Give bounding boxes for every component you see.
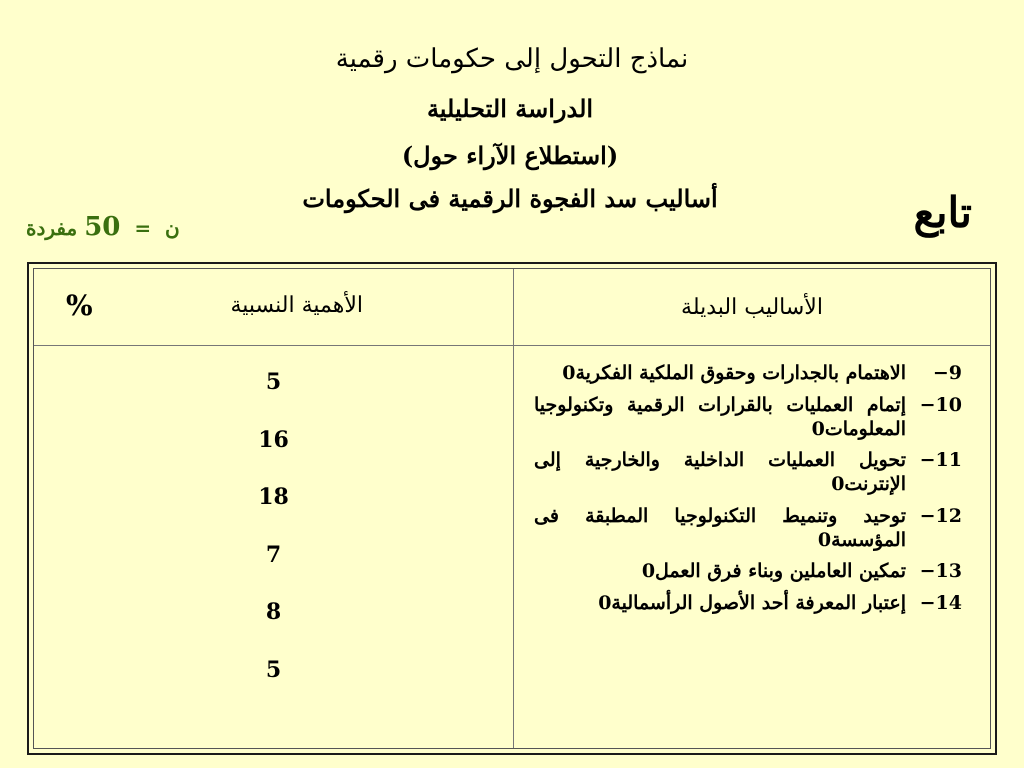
continued-label: تابع bbox=[913, 188, 972, 237]
sample-value: 50 bbox=[84, 212, 121, 242]
list-item bbox=[534, 592, 962, 616]
item-text: تمكين العاملين وبناء فرق العمل0 bbox=[641, 560, 906, 583]
item-text: تحويل العمليات الداخلية والخارجية إلى الإنترنت0 bbox=[534, 449, 906, 495]
importance-values bbox=[34, 369, 513, 714]
sample-equals: = bbox=[134, 216, 152, 240]
importance-value: 8 bbox=[265, 599, 282, 625]
subtitle-topic: أساليب سد الفجوة الرقمية فى الحكومات bbox=[302, 184, 718, 213]
item-number: 9− bbox=[932, 362, 962, 384]
item-text: إعتبار المعرفة أحد الأصول الرأسمالية0 bbox=[598, 592, 906, 614]
item-number: 13− bbox=[919, 560, 962, 583]
header-importance-cell bbox=[34, 269, 513, 345]
methods-list bbox=[534, 362, 962, 624]
item-text: إتمام العمليات بالقرارات الرقمية وتكنولوجيا المعلومات0 bbox=[534, 393, 906, 440]
list-item bbox=[534, 362, 962, 386]
importance-value: 7 bbox=[265, 541, 282, 568]
item-text: الاهتمام بالجدارات وحقوق الملكية الفكرية0 bbox=[562, 362, 906, 384]
methods-table bbox=[27, 262, 997, 755]
sample-size bbox=[26, 212, 216, 242]
importance-value: 5 bbox=[265, 369, 282, 395]
subtitle-analytical-study: الدراسة التحليلية bbox=[426, 94, 594, 123]
item-number: 10− bbox=[919, 393, 962, 416]
header-divider bbox=[34, 345, 990, 346]
methods-table-inner bbox=[33, 268, 991, 749]
list-item bbox=[534, 560, 962, 584]
importance-value: 5 bbox=[265, 656, 282, 683]
sample-label: ن bbox=[165, 216, 180, 240]
importance-value: 16 bbox=[258, 426, 289, 453]
header-percent: % bbox=[66, 289, 93, 322]
item-number: 14− bbox=[919, 592, 962, 614]
subtitle-survey: (استطلاع الآراء حول) bbox=[401, 141, 619, 170]
page-title: نماذج التحول إلى حكومات رقمية bbox=[335, 44, 689, 74]
list-item bbox=[534, 394, 962, 442]
importance-value: 18 bbox=[258, 484, 289, 510]
item-text: توحيد وتنميط التكنولوجيا المطبقة فى المؤسسة0 bbox=[534, 504, 906, 551]
item-number: 11− bbox=[919, 449, 962, 472]
item-number: 12− bbox=[919, 504, 962, 527]
list-item bbox=[534, 505, 962, 553]
sample-unit: مفردة bbox=[26, 216, 78, 240]
list-item bbox=[534, 449, 962, 497]
header-methods: الأساليب البديلة bbox=[681, 294, 823, 320]
header-importance: الأهمية النسبية bbox=[230, 293, 363, 318]
